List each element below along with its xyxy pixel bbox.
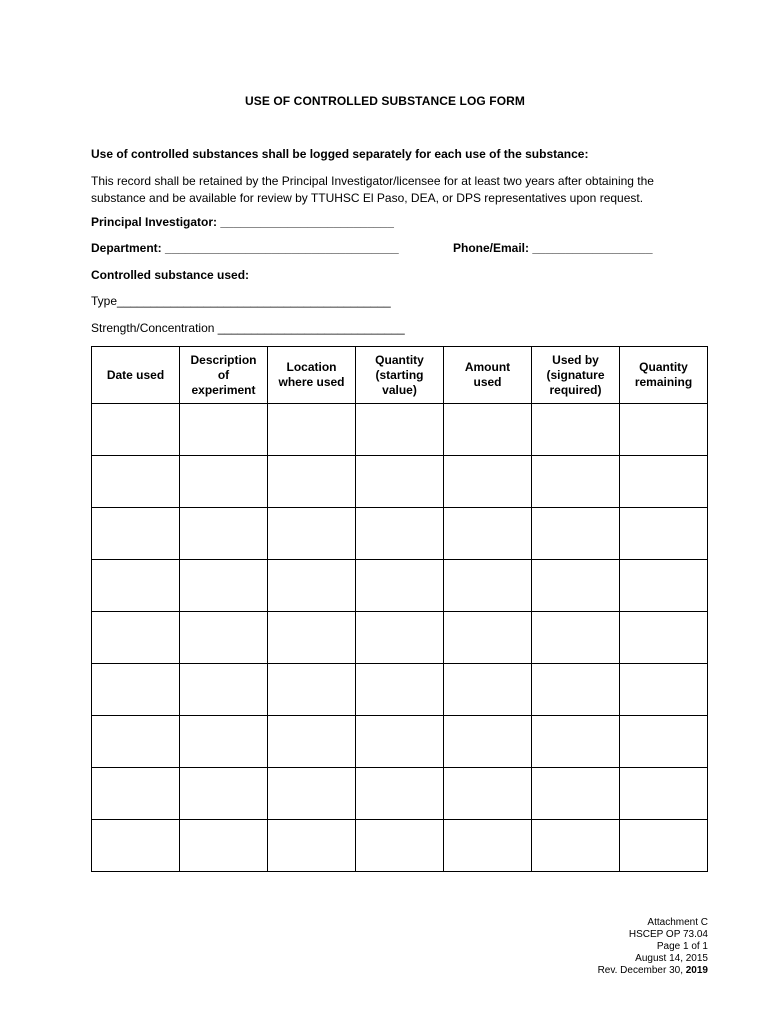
cell-location[interactable] [268, 768, 356, 820]
column-header-quantity-remaining: Quantity remaining [620, 347, 708, 404]
cell-amount-used[interactable] [444, 664, 532, 716]
column-header-used-by: Used by (signature required) [532, 347, 620, 404]
cell-amount-used[interactable] [444, 820, 532, 872]
cell-amount-used[interactable] [444, 404, 532, 456]
cell-quantity-remaining[interactable] [620, 612, 708, 664]
footer-page: Page 1 of 1 [656, 941, 708, 952]
table-row [92, 456, 708, 508]
cell-location[interactable] [268, 560, 356, 612]
table-row [92, 664, 708, 716]
cell-amount-used[interactable] [444, 508, 532, 560]
cell-amount-used[interactable] [444, 716, 532, 768]
cell-used-by[interactable] [532, 456, 620, 508]
table-row [92, 404, 708, 456]
principal-investigator-row [91, 215, 394, 229]
cell-quantity-starting[interactable] [356, 404, 444, 456]
cell-location[interactable] [268, 612, 356, 664]
table-row [92, 820, 708, 872]
table-row [92, 508, 708, 560]
cell-date-used[interactable] [92, 456, 180, 508]
cell-amount-used[interactable] [444, 456, 532, 508]
footer-revision-prefix: Rev. December 30, [597, 965, 686, 976]
cell-quantity-remaining[interactable] [620, 716, 708, 768]
type-label: Type [91, 294, 118, 308]
phone-email-label: Phone/Email: [453, 241, 530, 255]
column-header-amount-used: Amount used [444, 347, 532, 404]
department-label: Department: [91, 241, 162, 255]
cell-location[interactable] [268, 716, 356, 768]
table-row [92, 612, 708, 664]
intro-heading: Use of controlled substances shall be logged separately for each use of the substance: [91, 147, 589, 161]
cell-quantity-starting[interactable] [356, 768, 444, 820]
cell-quantity-remaining[interactable] [620, 820, 708, 872]
intro-body: This record shall be retained by the Principal Investigator/licensee for at least two years after obtaining the substance and be available for review by TTUHSC El Paso, DEA, or DPS representatives upon request. [91, 174, 654, 205]
cell-used-by[interactable] [532, 820, 620, 872]
footer-policy: HSCEP OP 73.04 [628, 929, 708, 940]
cell-quantity-starting[interactable] [356, 508, 444, 560]
cell-quantity-starting[interactable] [356, 560, 444, 612]
cell-quantity-remaining[interactable] [620, 664, 708, 716]
phone-email-field[interactable]: __________________ [532, 241, 653, 255]
cell-quantity-remaining[interactable] [620, 456, 708, 508]
cell-description[interactable] [180, 716, 268, 768]
cell-date-used[interactable] [92, 404, 180, 456]
cell-date-used[interactable] [92, 612, 180, 664]
controlled-substance-heading: Controlled substance used: [91, 268, 250, 282]
type-row [91, 294, 391, 308]
column-header-location: Location where used [268, 347, 356, 404]
cell-location[interactable] [268, 404, 356, 456]
department-field[interactable]: ___________________________________ [165, 241, 399, 255]
cell-description[interactable] [180, 456, 268, 508]
cell-location[interactable] [268, 664, 356, 716]
phone-email-row [453, 241, 653, 255]
cell-quantity-remaining[interactable] [620, 560, 708, 612]
cell-description[interactable] [180, 820, 268, 872]
form-title: USE OF CONTROLLED SUBSTANCE LOG FORM [244, 94, 526, 108]
strength-field[interactable]: ____________________________ [217, 321, 405, 335]
cell-used-by[interactable] [532, 404, 620, 456]
cell-used-by[interactable] [532, 508, 620, 560]
cell-used-by[interactable] [532, 560, 620, 612]
usage-log-table [91, 346, 708, 872]
usage-log-body [92, 404, 708, 872]
table-row [92, 716, 708, 768]
table-row [92, 560, 708, 612]
cell-quantity-starting[interactable] [356, 716, 444, 768]
principal-investigator-field[interactable]: __________________________ [220, 215, 394, 229]
cell-date-used[interactable] [92, 664, 180, 716]
column-header-date-used: Date used [92, 347, 180, 404]
cell-description[interactable] [180, 768, 268, 820]
cell-location[interactable] [268, 820, 356, 872]
strength-label: Strength/Concentration [91, 321, 215, 335]
cell-used-by[interactable] [532, 612, 620, 664]
footer-revision [598, 965, 708, 977]
department-row [91, 241, 399, 255]
footer-date: August 14, 2015 [635, 953, 708, 964]
cell-description[interactable] [180, 508, 268, 560]
cell-description[interactable] [180, 612, 268, 664]
cell-date-used[interactable] [92, 768, 180, 820]
table-row [92, 768, 708, 820]
cell-description[interactable] [180, 404, 268, 456]
footer-revision-year: 2019 [685, 965, 708, 976]
cell-quantity-starting[interactable] [356, 456, 444, 508]
cell-amount-used[interactable] [444, 612, 532, 664]
cell-amount-used[interactable] [444, 560, 532, 612]
cell-date-used[interactable] [92, 560, 180, 612]
table-header-row [92, 347, 708, 404]
footer-attachment: Attachment C [647, 917, 708, 928]
cell-amount-used[interactable] [444, 768, 532, 820]
column-header-quantity-starting: Quantity (starting value) [356, 347, 444, 404]
principal-investigator-label: Principal Investigator: [91, 215, 218, 229]
cell-used-by[interactable] [532, 664, 620, 716]
column-header-description: Description of experiment [180, 347, 268, 404]
strength-row [91, 321, 405, 335]
cell-date-used[interactable] [92, 716, 180, 768]
cell-description[interactable] [180, 664, 268, 716]
cell-quantity-remaining[interactable] [620, 768, 708, 820]
cell-used-by[interactable] [532, 768, 620, 820]
cell-quantity-remaining[interactable] [620, 508, 708, 560]
cell-quantity-starting[interactable] [356, 612, 444, 664]
cell-date-used[interactable] [92, 820, 180, 872]
cell-location[interactable] [268, 508, 356, 560]
cell-location[interactable] [268, 456, 356, 508]
document-footer [598, 917, 708, 977]
cell-quantity-starting[interactable] [356, 664, 444, 716]
cell-description[interactable] [180, 560, 268, 612]
cell-quantity-starting[interactable] [356, 820, 444, 872]
type-field[interactable]: _________________________________________ [117, 294, 391, 308]
cell-used-by[interactable] [532, 716, 620, 768]
cell-quantity-remaining[interactable] [620, 404, 708, 456]
cell-date-used[interactable] [92, 508, 180, 560]
